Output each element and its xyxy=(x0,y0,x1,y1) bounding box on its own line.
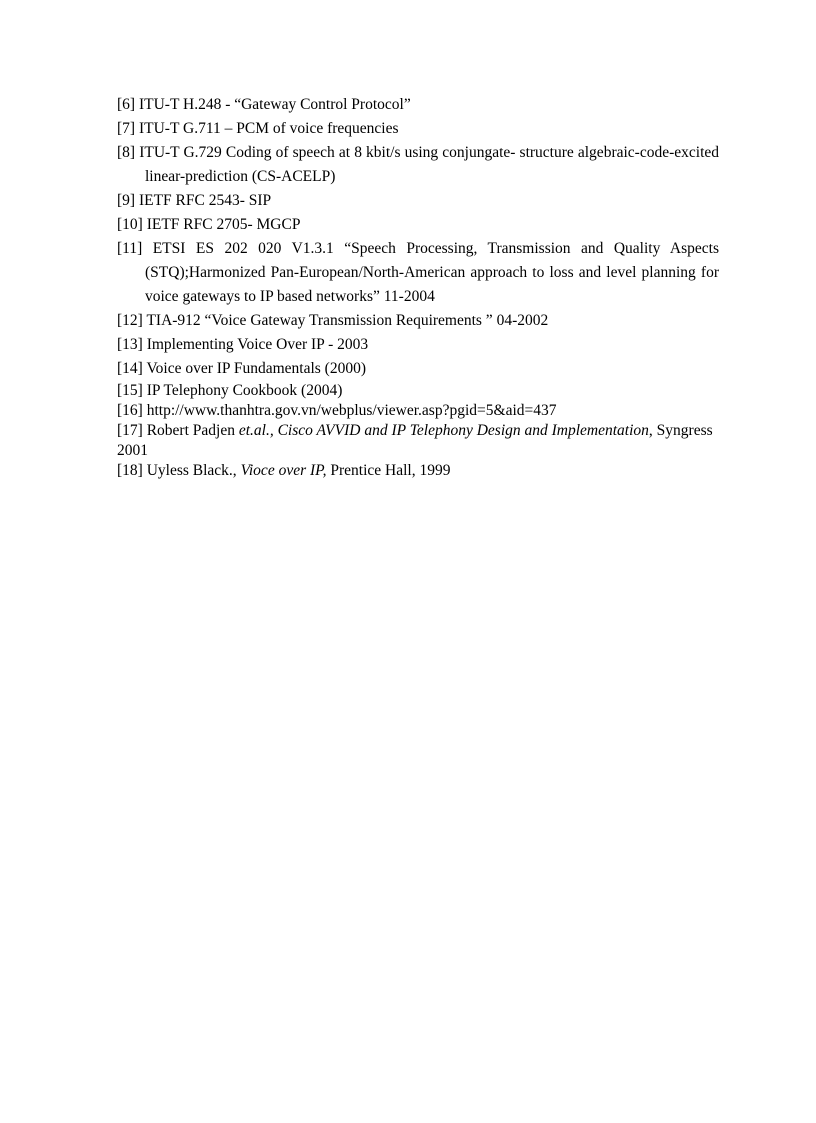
reference-text: ITU-T H.248 - “Gateway Control Protocol” xyxy=(138,96,411,113)
reference-etal: et.al., xyxy=(238,422,274,439)
reference-text: Implementing Voice Over IP - 2003 xyxy=(146,336,369,353)
reference-link[interactable]: http://www.thanhtra.gov.vn/webplus/viewer.asp?pgid=5&aid=437 xyxy=(146,402,557,419)
reference-item xyxy=(117,333,719,357)
reference-text: IP Telephony Cookbook (2004) xyxy=(146,382,343,399)
reference-title: Vioce over IP, xyxy=(240,462,327,479)
reference-text: TIA-912 “Voice Gateway Transmission Requirements ” 04-2002 xyxy=(146,312,549,329)
reference-number: [8] xyxy=(117,144,136,161)
reference-number: [18] xyxy=(117,462,143,479)
reference-item xyxy=(117,357,719,381)
reference-text: IETF RFC 2543- SIP xyxy=(138,192,272,209)
reference-item xyxy=(117,117,719,141)
reference-item xyxy=(117,461,719,481)
reference-author: Robert Padjen xyxy=(146,422,235,439)
reference-item xyxy=(117,237,719,309)
reference-author: Uyless Black., xyxy=(146,462,237,479)
reference-number: [10] xyxy=(117,216,143,233)
reference-text: ITU-T G.711 – PCM of voice frequencies xyxy=(138,120,399,137)
reference-item xyxy=(117,93,719,117)
reference-number: [7] xyxy=(117,120,136,137)
reference-title: Cisco AVVID and IP Telephony Design and Implementation xyxy=(277,422,649,439)
reference-number: [11] xyxy=(117,240,143,257)
reference-item xyxy=(117,189,719,213)
reference-number: [14] xyxy=(117,360,143,377)
reference-text: ITU-T G.729 Coding of speech at 8 kbit/s using conjungate- structure algebraic-code-excited linear-prediction (CS-ACELP) xyxy=(139,144,720,185)
reference-item xyxy=(117,309,719,333)
reference-number: [17] xyxy=(117,422,143,439)
reference-item xyxy=(117,381,719,401)
reference-item xyxy=(117,421,719,461)
reference-text: Voice over IP Fundamentals (2000) xyxy=(146,360,366,377)
reference-publisher: , Syngress 2001 xyxy=(117,422,713,459)
reference-number: [16] xyxy=(117,402,143,419)
reference-list xyxy=(117,93,719,481)
reference-item xyxy=(117,401,719,421)
reference-number: [6] xyxy=(117,96,136,113)
reference-item xyxy=(117,141,719,189)
reference-publisher: Prentice Hall, 1999 xyxy=(330,462,451,479)
reference-number: [15] xyxy=(117,382,143,399)
reference-number: [13] xyxy=(117,336,143,353)
reference-text: IETF RFC 2705- MGCP xyxy=(146,216,301,233)
reference-number: [9] xyxy=(117,192,136,209)
reference-number: [12] xyxy=(117,312,143,329)
reference-item xyxy=(117,213,719,237)
reference-text: ETSI ES 202 020 V1.3.1 “Speech Processing, Transmission and Quality Aspects (STQ);Harmonized Pan-European/North-American approach to loss and level planning for voice gateways to IP based networks” 11-2004 xyxy=(145,240,720,305)
